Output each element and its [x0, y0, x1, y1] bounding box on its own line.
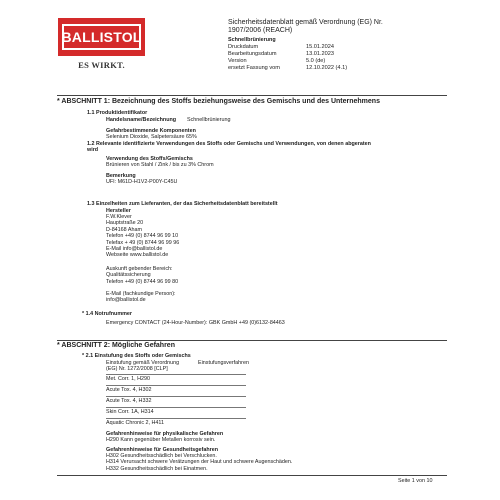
subsection-1-1-title: 1.1 Produktidentifikator: [87, 110, 148, 116]
meta-row: Version 5.0 (de): [228, 58, 326, 64]
section-2-heading: * ABSCHNITT 2: Mögliche Gefahren: [57, 342, 175, 349]
title-line-1: Sicherheitsdatenblatt gemäß Verordnung (EG) Nr.: [228, 19, 383, 26]
document-title: [228, 19, 383, 35]
title-line-2: 1907/2006 (REACH): [228, 27, 293, 34]
handelsname-value: Schnellbrünierung: [187, 117, 231, 123]
auskunft-block: Auskunft gebender Bereich: Qualitätssicherung Telefon +49 (0) 8744 96 99 80: [106, 266, 179, 285]
subsection-1-4-title: * 1.4 Notrufnummer: [82, 311, 133, 317]
subsection-1-2-title: 1.2 Relevante identifizierte Verwendungen des Stoffs oder Gemischs und Verwendungen, von denen abgeraten wird: [87, 141, 371, 154]
table-row-divider: [106, 418, 246, 419]
subsection-2-1-title: * 2.1 Einstufung des Stoffs oder Gemischs: [82, 353, 191, 359]
table-row-divider: [106, 407, 246, 408]
product-name: Schnellbrünierung: [228, 37, 276, 43]
gefahrbestimmende-title: Gefahrbestimmende Komponenten: [106, 128, 196, 134]
classification-col-1: Einstufung gemäß Verordnung (EG) Nr. 1272/2008 [CLP]: [106, 360, 180, 373]
ballistol-logo-graphic: [58, 18, 145, 56]
meta-row: Druckdatum 15.01.2024: [228, 44, 334, 50]
classification-item: Skin Corr. 1A, H314: [106, 409, 154, 415]
verwendung-title: Verwendung des Stoffs/Gemischs: [106, 156, 193, 162]
email-block: E-Mail (fachkundige Person): info@ballistol.de: [106, 291, 176, 304]
section-1-heading: * ABSCHNITT 1: Bezeichnung des Stoffs beziehungsweise des Gemischs und des Unternehmens: [57, 98, 380, 105]
table-row-divider: [106, 385, 246, 386]
table-header-divider: [106, 374, 246, 375]
phys-hazard-title: Gefahrenhinweise für physikalische Gefahren: [106, 431, 224, 437]
section-divider: [57, 340, 447, 341]
meta-row: ersetzt Fassung vom 12.10.2022 (4.1): [228, 65, 348, 71]
footer-divider: [57, 475, 447, 476]
health-hazard-title: Gefahrenhinweise für Gesundheitsgefahren: [106, 447, 219, 453]
bemerkung-title: Bemerkung: [106, 173, 136, 179]
hersteller-title: Hersteller: [106, 208, 131, 214]
logo-wordmark: BALLISTOL: [61, 29, 142, 45]
verwendung-value: Brünieren von Stahl / Zink / bis zu 3% Chrom: [106, 162, 214, 168]
meta-row: Bearbeitungsdatum 13.01.2023: [228, 51, 334, 57]
classification-item: Aquatic Chronic 2, H411: [106, 420, 165, 426]
subsection-1-3-title: 1.3 Einzelheiten zum Lieferanten, der das Sicherheitsdatenblatt bereitstellt: [87, 201, 278, 207]
classification-col-2: Einstufungsverfahren: [198, 360, 249, 366]
health-hazard-list: H302 Gesundheitsschädlich bei Verschlucken. H314 Verursacht schwere Verätzungen der Haut und schwere Augenschäden. H332 Gesundheitsschädlich bei Einatmen.: [106, 453, 293, 472]
page-number: Seite 1 von 10: [398, 478, 433, 484]
bemerkung-value: UFI: M61D-H1V2-P00Y-C45U: [106, 179, 178, 185]
classification-item: Met. Corr. 1, H290: [106, 376, 151, 382]
classification-item: Acute Tox. 4, H302: [106, 387, 152, 393]
handelsname-label: Handelsname/Bezeichnung: [106, 117, 177, 123]
section-divider: [57, 95, 447, 96]
table-row-divider: [106, 396, 246, 397]
hersteller-address: F.W.Klever Hauptstraße 20 D-84168 Aham Telefon +49 (0) 8744 96 99 10 Telefax + 49 (0) 8744 96 99 96 E-Mail info@ballistol.de Webseite www.ballistol.de: [106, 214, 180, 259]
phys-hazard-value: H290 Kann gegenüber Metallen korrosiv sein.: [106, 437, 216, 443]
notruf-value: Emergency CONTACT (24-Hour-Number): GBK GmbH +49 (0)6132-84463: [106, 320, 285, 326]
classification-item: Acute Tox. 4, H332: [106, 398, 152, 404]
logo-slogan: ES WIRKT.: [78, 60, 125, 70]
gefahrbestimmende-value: Selenium Dioxide, Salpetersäure 65%: [106, 134, 197, 140]
ballistol-logo: [58, 18, 145, 56]
